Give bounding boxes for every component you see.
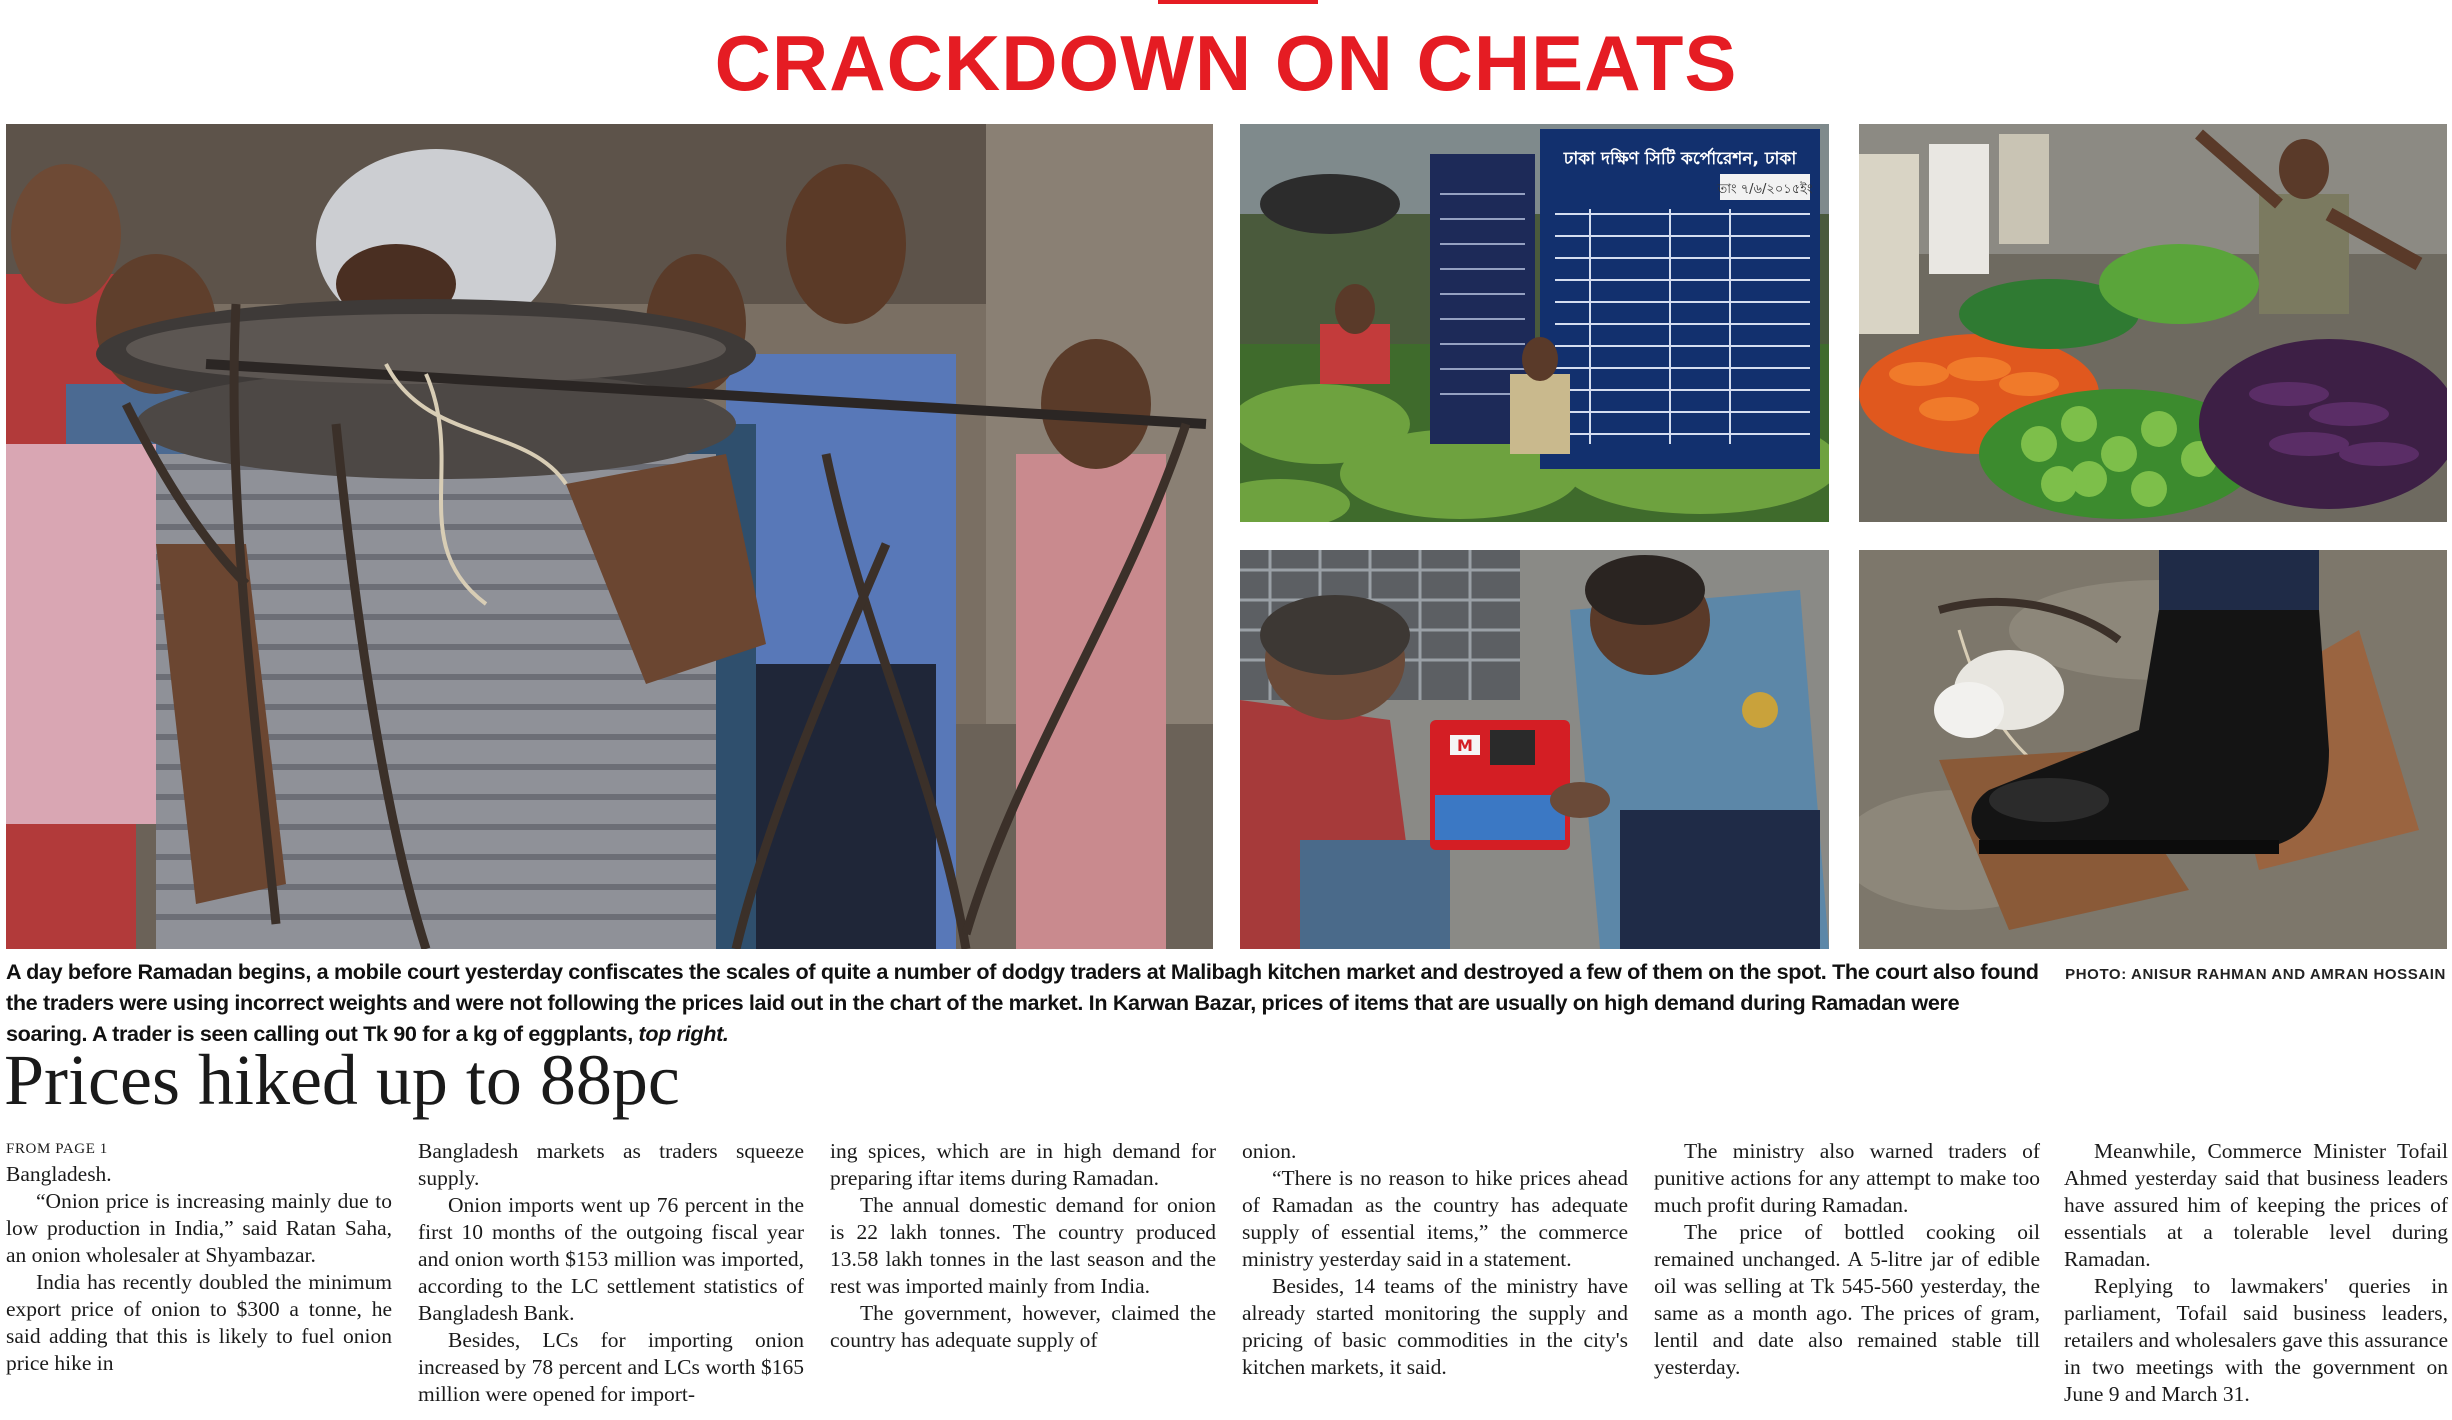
photo-confiscated-scales — [6, 124, 1213, 949]
paragraph: The annual domestic demand for onion is 22 lakh tonnes. The country produced 13.58 lakh tonnes in the last season and the rest was imported mainly from India. — [830, 1193, 1216, 1298]
paragraph: India has recently doubled the minimum export price of onion to $300 a tonne, he said adding that this is likely to fuel onion price hike in — [6, 1270, 392, 1375]
paragraph: onion. — [1242, 1139, 1297, 1163]
photo-eggplant-trader — [1859, 124, 2447, 522]
kicker: FROM PAGE 1 — [6, 1141, 108, 1157]
paragraph: Besides, 14 teams of the ministry have already started monitoring the supply and pricing of basic commodities in the city's kitchen markets, it said. — [1242, 1274, 1628, 1379]
article-column-6 — [2064, 1138, 2448, 1408]
paragraph: The ministry also warned traders of punitive actions for any attempt to make too much profit during Ramadan. — [1654, 1139, 2040, 1217]
photo-boot-crushing-scales — [1859, 550, 2447, 949]
paragraph: ing spices, which are in high demand for preparing iftar items during Ramadan. — [830, 1139, 1216, 1190]
article-column-3 — [830, 1138, 1216, 1354]
paragraph: Replying to lawmakers' queries in parliament, Tofail said business leaders, retailers and wholesalers gave this assurance in two meetings with the government on June 9 and March 31. — [2064, 1274, 2448, 1406]
svg-text:M: M — [1457, 736, 1473, 755]
caption-emphasis: top right. — [638, 1021, 729, 1046]
paragraph: Meanwhile, Commerce Minister Tofail Ahmed yesterday said that business leaders have assured him of keeping the prices of essentials at a tolerable level during Ramadan. — [2064, 1139, 2448, 1271]
article-column-4 — [1242, 1138, 1628, 1381]
cut-off-heading-fragment — [1150, 0, 1330, 8]
article-column-2 — [418, 1138, 804, 1408]
paragraph: “Onion price is increasing mainly due to low production in India,” said Ratan Saha, an onion wholesaler at Shyambazar. — [6, 1189, 392, 1267]
paragraph: The government, however, claimed the country has adequate supply of — [830, 1301, 1216, 1352]
article-column-1 — [6, 1138, 392, 1377]
paragraph: “There is no reason to hike prices ahead of Ramadan as the country has adequate supply of essential items,” the commerce ministry yesterday said in a statement. — [1242, 1166, 1628, 1271]
article-column-5 — [1654, 1138, 2040, 1381]
paragraph: Bangladesh. — [6, 1162, 112, 1186]
paragraph: The price of bottled cooking oil remained unchanged. A 5-litre jar of edible oil was selling at Tk 545-560 yesterday, the same as a month ago. The prices of gram, lentil and date also remained stable till yesterday. — [1654, 1220, 2040, 1379]
photo-credit: PHOTO: ANISUR RAHMAN AND AMRAN HOSSAIN — [2065, 966, 2446, 983]
svg-text:ঢাকা দক্ষিণ সিটি কর্পোরেশন, ঢা: ঢাকা দক্ষিণ সিটি কর্পোরেশন, ঢাকা — [1563, 149, 1797, 169]
caption-text: A day before Ramadan begins, a mobile court yesterday confiscates the scales of quite a number of dodgy traders at Malibagh kitchen market and destroyed a few of them on the spot. The court also found the traders were using incorrect weights and were not following the prices laid out in the chart of the market. In Karwan Bazar, prices of items that are usually on high demand during Ramadan were soaring. A trader is seen calling out Tk 90 for a kg of eggplants, — [6, 959, 2039, 1046]
photo-price-chart-board — [1240, 124, 1829, 522]
paragraph: Bangladesh markets as traders squeeze supply. — [418, 1139, 804, 1190]
photo-digital-scale-check — [1240, 550, 1829, 949]
paragraph: Onion imports went up 76 percent in the first 10 months of the outgoing fiscal year and onion worth $153 million was imported, according to the LC settlement statistics of Bangladesh Bank. — [418, 1193, 804, 1325]
article-title: Prices hiked up to 88pc — [4, 1040, 680, 1120]
svg-text:তাং ৭/৬/২০১৫ইং: তাং ৭/৬/২০১৫ইং — [1717, 182, 1813, 197]
paragraph: Besides, LCs for importing onion increased by 78 percent and LCs worth $165 million were opened for import- — [418, 1328, 804, 1406]
headline: CRACKDOWN ON CHEATS — [714, 19, 1738, 107]
